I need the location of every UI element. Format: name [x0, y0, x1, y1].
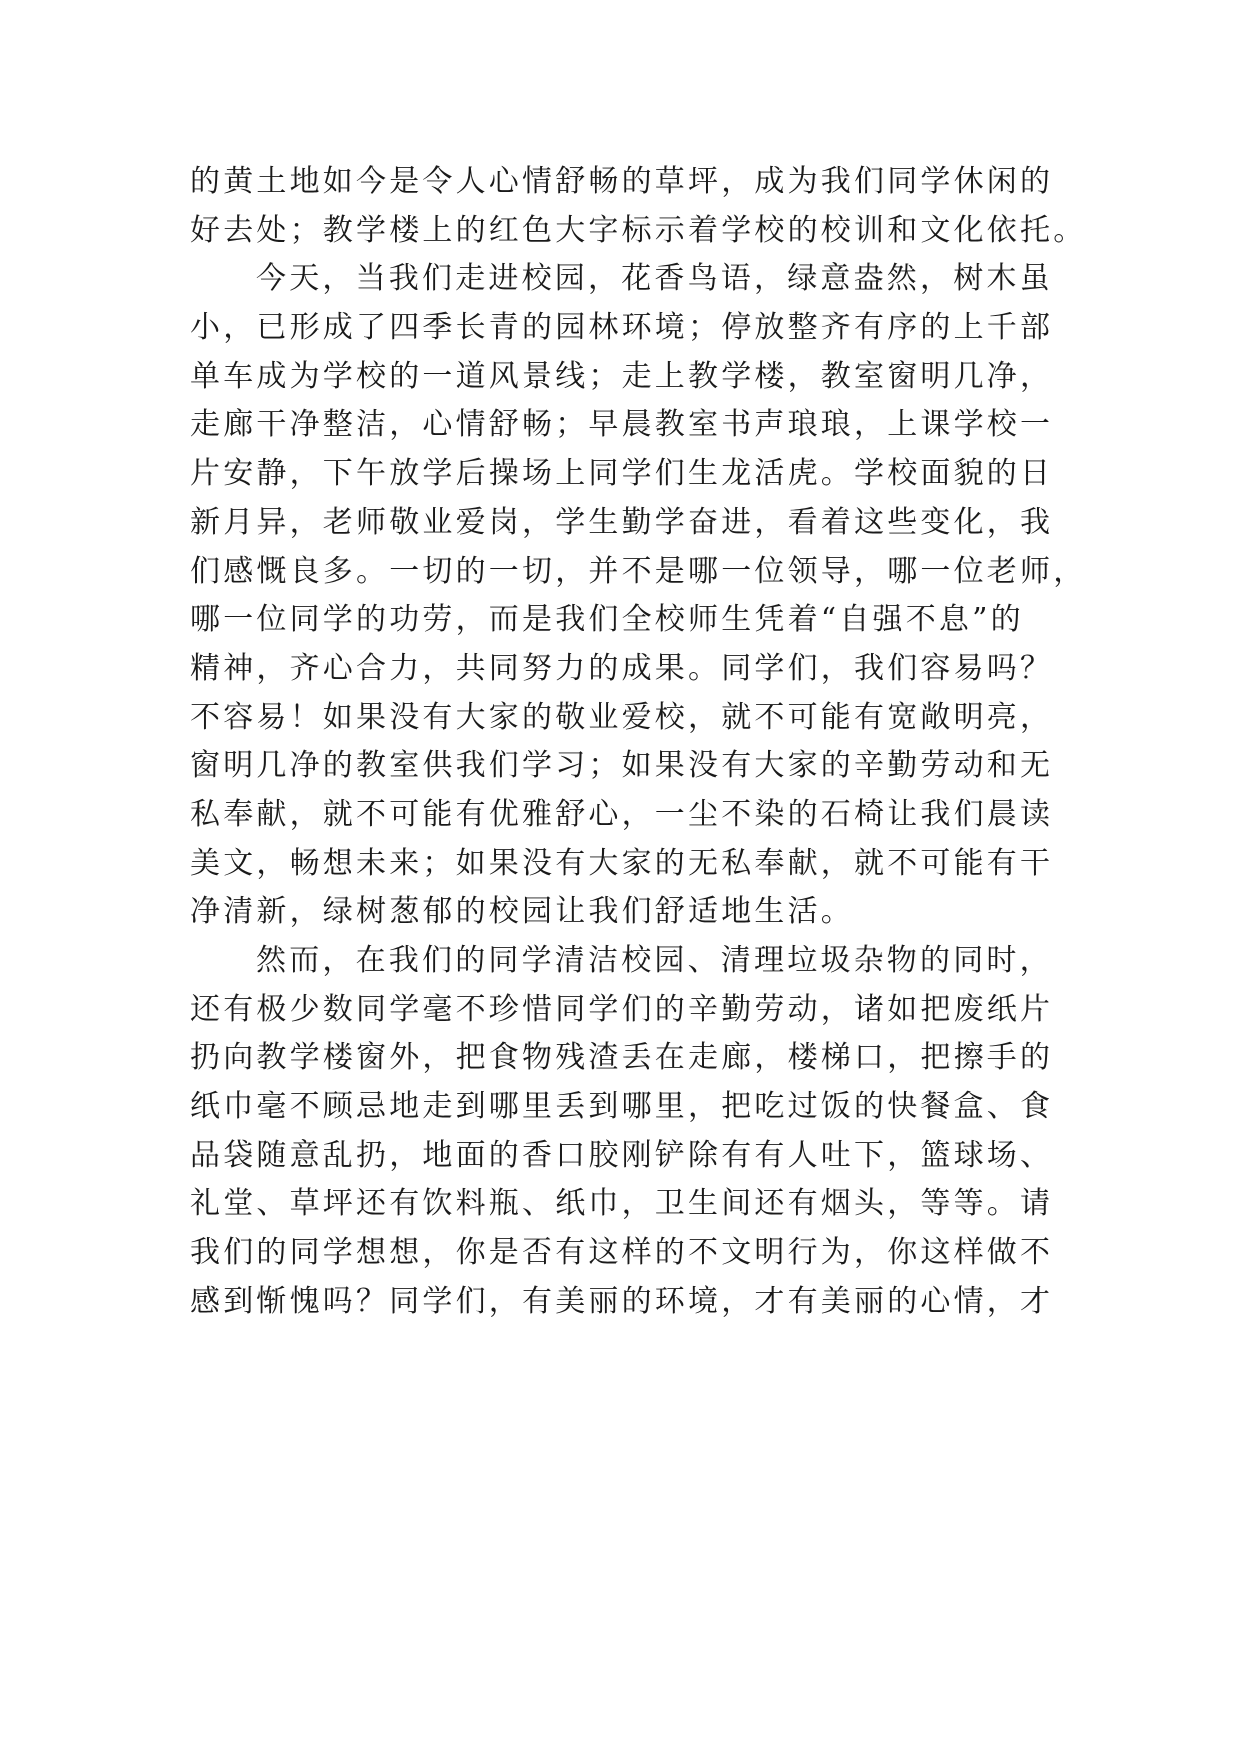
text-line: 品袋随意乱扔，地面的香口胶刚铲除有有人吐下，篮球场、	[190, 1137, 1054, 1173]
text-line: 私奉献，就不可能有优雅舒心，一尘不染的石椅让我们晨读	[190, 796, 1054, 832]
text-line: 还有极少数同学毫不珍惜同学们的辛勤劳动，诸如把废纸片	[190, 991, 1054, 1027]
text-line: 纸巾毫不顾忌地走到哪里丢到哪里，把吃过饭的快餐盒、食	[190, 1089, 1054, 1125]
text-line: 我们的同学想想，你是否有这样的不文明行为，你这样做不	[190, 1235, 1054, 1271]
text-line: 窗明几净的教室供我们学习；如果没有大家的辛勤劳动和无	[190, 748, 1054, 784]
text-line: 的黄土地如今是令人心情舒畅的草坪，成为我们同学休闲的	[190, 164, 1054, 199]
text-line: 精神，齐心合力，共同努力的成果。同学们，我们容易吗？	[190, 650, 1054, 686]
text-line: 哪一位同学的功劳，而是我们全校师生凭着“自强不息”的	[190, 602, 1024, 638]
paragraph-start-line: 今天，当我们走进校园，花香鸟语，绿意盎然，树木虽	[256, 261, 1053, 297]
paragraph-start-line: 然而，在我们的同学清洁校园、清理垃圾杂物的同时，	[256, 943, 1053, 978]
text-line: 扔向教学楼窗外，把食物残渣丢在走廊，楼梯口，把擦手的	[190, 1040, 1054, 1076]
text-line: 单车成为学校的一道风景线；走上教学楼，教室窗明几净，	[190, 358, 1054, 394]
text-line: 好去处；教学楼上的红色大字标示着学校的校训和文化依托。	[190, 212, 1087, 248]
text-line: 净清新，绿树葱郁的校园让我们舒适地生活。	[190, 894, 854, 930]
text-line: 小，已形成了四季长青的园林环境；停放整齐有序的上千部	[190, 310, 1054, 346]
text-line: 走廊干净整洁，心情舒畅；早晨教室书声琅琅，上课学校一	[190, 407, 1054, 443]
text-line: 不容易！如果没有大家的敬业爱校，就不可能有宽敞明亮，	[190, 699, 1054, 735]
text-line: 新月异，老师敬业爱岗，学生勤学奋进，看着这些变化，我	[190, 504, 1054, 540]
text-line: 美文，畅想未来；如果没有大家的无私奉献，就不可能有干	[190, 845, 1054, 881]
text-line: 感到惭愧吗？同学们，有美丽的环境，才有美丽的心情，才	[190, 1283, 1054, 1319]
body-text	[190, 158, 1090, 1327]
text-line: 们感慨良多。一切的一切，并不是哪一位领导，哪一位老师，	[190, 553, 1087, 589]
text-line: 片安静，下午放学后操场上同学们生龙活虎。学校面貌的日	[190, 456, 1054, 492]
text-line: 礼堂、草坪还有饮料瓶、纸巾，卫生间还有烟头，等等。请	[190, 1186, 1054, 1222]
